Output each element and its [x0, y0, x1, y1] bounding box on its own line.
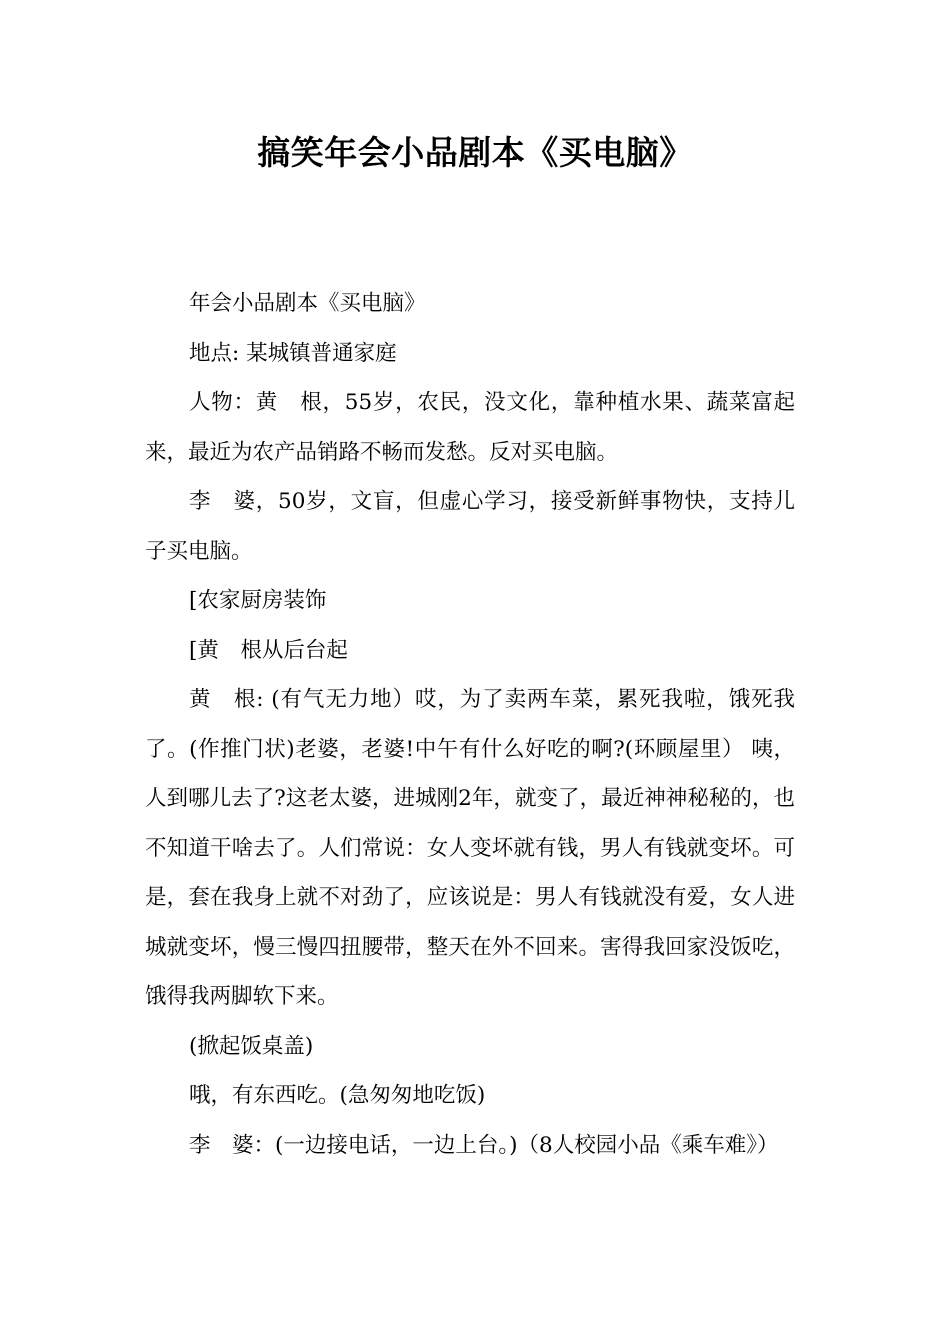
paragraph-location: 地点: 某城镇普通家庭	[189, 340, 397, 366]
document-title: 搞笑年会小品剧本《买电脑》	[257, 133, 693, 172]
paragraph-dialogue-huang: 黄 根: (有气无力地）哎，为了卖两车菜，累死我啦，饿死我了。(作推门状)老婆，老婆!中午有什么好吃的啊?(环顾屋里） 咦，人到哪儿去了?这老太婆，进城刚2年，就变了，最近神神秘秘的，也不知道干啥去了。人们常说：女人变坏就有钱，男人有钱就变坏。可是，套在我身上就不对劲了，应该说是：男人有钱就没有爱，女人进城就变坏，慢三慢四扭腰带，整天在外不回来。害得我回家没饭吃，饿得我两脚软下来。	[145, 687, 795, 1009]
document-body	[145, 279, 795, 1170]
paragraph-stage-setting: [农家厨房装饰	[189, 588, 327, 613]
paragraph-stage-entrance: [黄 根从后台起	[189, 637, 348, 663]
paragraph-heading: 年会小品剧本《买电脑》	[189, 291, 426, 316]
paragraph-dialogue-eat: 哦，有东西吃。(急匆匆地吃饭)	[189, 1083, 486, 1108]
paragraph-dialogue-li: 李 婆：(一边接电话，一边上台。)（8人校园小品《乘车难》）	[189, 1132, 779, 1158]
paragraph-stage-direction: (掀起饭桌盖)	[189, 1033, 314, 1059]
paragraph-character-li: 李 婆，50岁，文盲，但虚心学习，接受新鲜事物快，支持儿子买电脑。	[145, 489, 795, 564]
paragraph-character-huang: 人物：黄 根，55岁，农民，没文化，靠种植水果、蔬菜富起来，最近为农产品销路不畅而发愁。反对买电脑。	[145, 390, 795, 465]
